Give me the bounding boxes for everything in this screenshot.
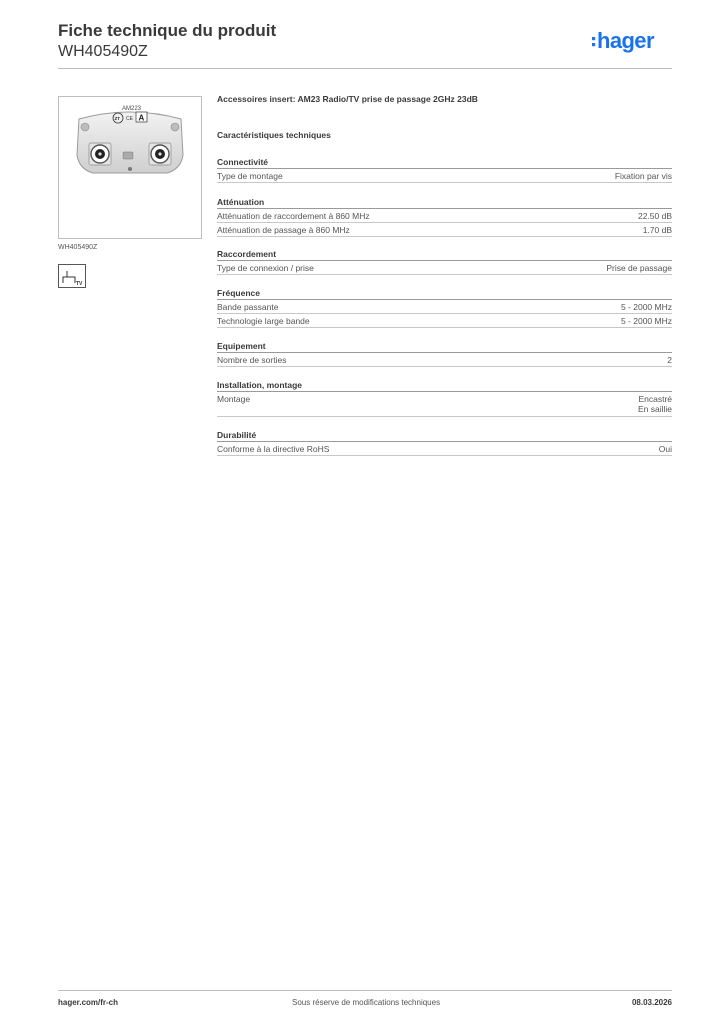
spec-row bbox=[217, 314, 672, 328]
product-code: WH405490Z bbox=[58, 43, 148, 60]
spec-value: Fixation par vis bbox=[614, 170, 672, 181]
spec-label: Atténuation de passage à 860 MHz bbox=[217, 224, 350, 235]
product-image-mark-1: ZT bbox=[114, 116, 120, 121]
product-image-mark-2: CE bbox=[126, 116, 133, 122]
product-description: Accessoires insert: AM23 Radio/TV prise de passage 2GHz 23dB bbox=[217, 94, 478, 104]
spec-label: Bande passante bbox=[217, 301, 279, 312]
section-title: Installation, montage bbox=[217, 379, 672, 392]
spec-value-line: En saillie bbox=[637, 404, 672, 414]
spec-value: 1.70 dB bbox=[642, 224, 672, 235]
spec-row bbox=[217, 392, 672, 417]
spec-label: Montage bbox=[217, 393, 251, 404]
spec-label: Technologie large bande bbox=[217, 315, 310, 326]
spec-section-frequence bbox=[217, 287, 672, 328]
spec-section-durabilite bbox=[217, 429, 672, 456]
tv-symbol-label: TV bbox=[76, 281, 83, 287]
hager-logo bbox=[590, 28, 674, 56]
spec-row bbox=[217, 223, 672, 237]
footer-website-link[interactable]: hager.com/fr-ch bbox=[58, 998, 119, 1007]
product-image-mark-3: A bbox=[138, 113, 145, 123]
spec-value: Oui bbox=[658, 443, 672, 454]
spec-value: Prise de passage bbox=[606, 262, 672, 273]
spec-label: Nombre de sorties bbox=[217, 354, 287, 365]
spec-section-raccordement bbox=[217, 248, 672, 275]
spec-row bbox=[217, 353, 672, 367]
spec-value: 2 bbox=[667, 354, 672, 365]
header-divider bbox=[58, 68, 672, 69]
spec-label: Conforme à la directive RoHS bbox=[217, 443, 330, 454]
spec-row bbox=[217, 209, 672, 223]
product-image-label: AM223 bbox=[122, 106, 142, 112]
spec-value: 5 - 2000 MHz bbox=[620, 315, 672, 326]
footer-notice: Sous réserve de modifications techniques bbox=[292, 998, 441, 1007]
section-title: Atténuation bbox=[217, 196, 672, 209]
spec-value: 22.50 dB bbox=[637, 210, 672, 221]
product-caption: WH405490Z bbox=[58, 244, 98, 251]
footer-date: 08.03.2026 bbox=[631, 998, 672, 1007]
spec-label: Type de montage bbox=[217, 170, 283, 181]
spec-row bbox=[217, 169, 672, 183]
spec-value bbox=[638, 394, 672, 415]
spec-label: Atténuation de raccordement à 860 MHz bbox=[217, 210, 370, 221]
tv-socket-symbol bbox=[58, 264, 86, 288]
section-title: Raccordement bbox=[217, 248, 672, 261]
section-title: Durabilité bbox=[217, 429, 672, 442]
spec-value: 5 - 2000 MHz bbox=[620, 301, 672, 312]
spec-row bbox=[217, 300, 672, 314]
spec-row bbox=[217, 261, 672, 275]
spec-section-equipement bbox=[217, 340, 672, 367]
spec-section-installation bbox=[217, 379, 672, 417]
product-image bbox=[58, 96, 202, 239]
document-title: Fiche technique du produit bbox=[58, 21, 277, 40]
spec-label: Type de connexion / prise bbox=[217, 262, 314, 273]
logo-text: hager bbox=[597, 28, 654, 53]
footer-divider bbox=[58, 990, 672, 991]
section-title: Fréquence bbox=[217, 287, 672, 300]
page-header bbox=[58, 20, 276, 62]
section-title: Connectivité bbox=[217, 156, 672, 169]
spec-row bbox=[217, 442, 672, 456]
technical-characteristics-heading: Caractéristiques techniques bbox=[217, 130, 331, 140]
spec-section-attenuation bbox=[217, 196, 672, 237]
section-title: Equipement bbox=[217, 340, 672, 353]
specifications bbox=[217, 94, 672, 456]
spec-value-line: Encastré bbox=[638, 393, 672, 404]
spec-section-connectivite bbox=[217, 156, 672, 183]
